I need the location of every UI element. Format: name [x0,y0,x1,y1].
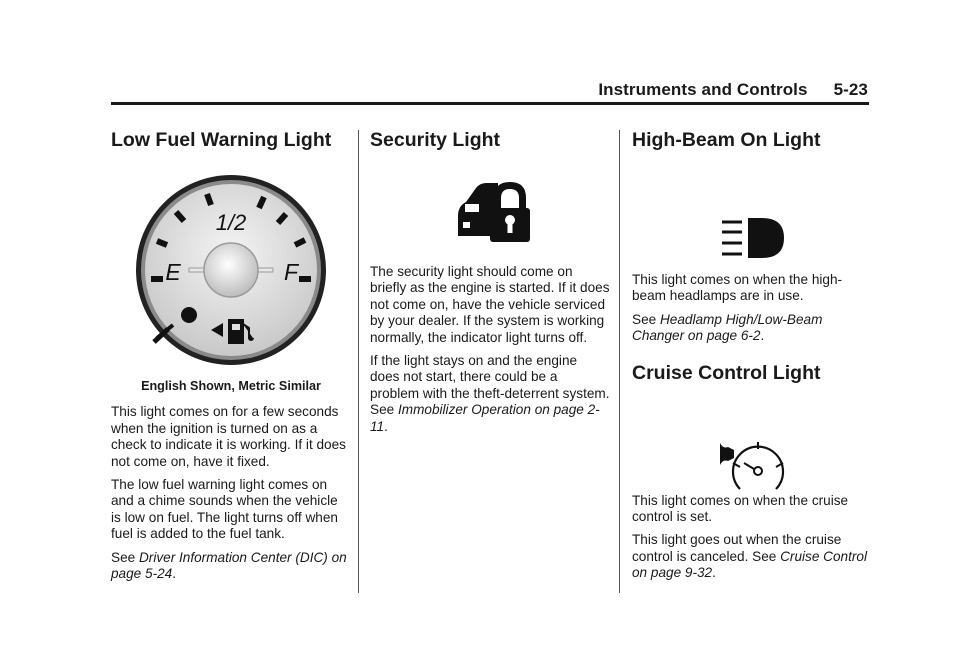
page-header [530,80,868,100]
see-prefix: See [632,311,660,327]
high-beam-section [632,128,872,589]
high-beam-heading: High-Beam On Light [632,129,821,151]
cruise-reference-link[interactable]: Cruise Control on page 9-32 [632,548,867,581]
security-para-2-suffix: . [384,418,388,434]
fuel-gauge-icon [111,152,351,374]
column-divider-1 [358,130,359,593]
cruise-para-1: This light comes on when the cruise control is set. [632,492,849,525]
high-beam-para-1: This light comes on when the high-beam headlamps are in use. [632,272,843,304]
low-fuel-para-1: This light comes on for a few seconds when the ignition is turned on as a check to indicate it is working. If it does not come on, have it fixed. [111,404,346,469]
see-prefix: See [111,549,139,565]
security-light-icon [370,152,610,264]
low-fuel-para-2: The low fuel warning light comes on and a chime sounds when the vehicle is low on fuel. The light turns off when fuel is added to the fuel tank. [111,477,338,542]
low-fuel-see [111,550,351,583]
page-number: 5-23 [833,80,868,99]
cruise-para-2 [632,532,872,581]
header-rule [111,102,869,105]
security-para-2-text: If the light stays on and the engine does not start, there could be a problem with the theft-deterrent system. See [370,353,610,418]
gauge-full-label: F [283,259,299,285]
gauge-empty-label: E [165,259,181,285]
security-para-1: The security light should come on briefly as the engine is started. If it does not come on, have the vehicle serviced by your dealer. If the system is working normally, the indicator light turns off. [370,264,610,345]
low-fuel-section [111,128,351,589]
cruise-para-2-text: This light goes out when the cruise control is canceled. See [632,532,842,564]
gauge-half-label: 1/2 [215,210,247,235]
dic-reference-link[interactable]: Driver Information Center (DIC) on page 5-24 [111,549,347,582]
high-beam-see [632,312,872,345]
security-section [370,128,610,442]
security-para-2 [370,353,610,435]
headlamp-reference-link[interactable]: Headlamp High/Low-Beam Changer on page 6-2 [632,311,823,344]
see-suffix: . [760,328,765,344]
section-title: Instruments and Controls [598,80,808,99]
gauge-caption: English Shown, Metric Similar [141,379,321,393]
security-heading: Security Light [370,129,501,151]
immobilizer-reference-link[interactable]: Immobilizer Operation on page 2-11 [370,402,600,434]
see-suffix: . [172,566,177,582]
low-fuel-heading: Low Fuel Warning Light [111,129,332,151]
cruise-control-icon [632,385,872,493]
cruise-para-2-suffix: . [712,565,716,581]
high-beam-icon [632,152,872,272]
cruise-heading: Cruise Control Light [632,361,821,384]
column-divider-2 [619,130,620,593]
